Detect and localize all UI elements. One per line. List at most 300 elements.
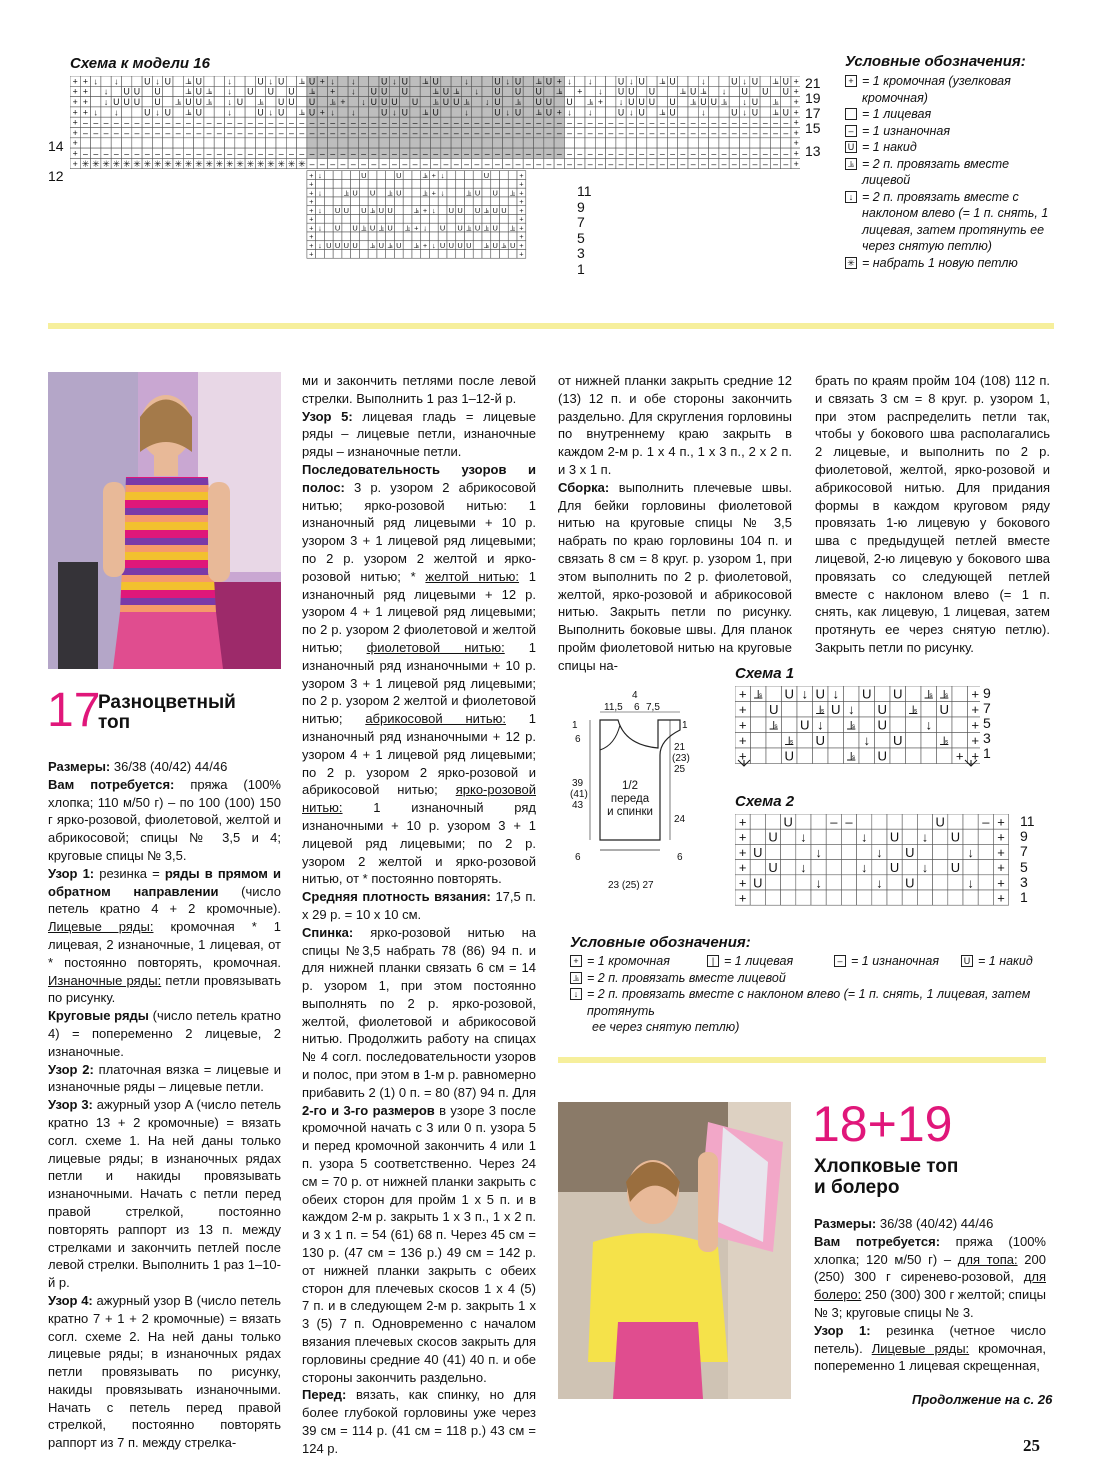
scheme2-row-labels bbox=[1020, 814, 1035, 905]
stitch-symbol: – bbox=[175, 127, 181, 138]
paragraph: Размеры: 36/38 (40/42) 44/46 bbox=[48, 759, 228, 774]
stitch-symbol: + bbox=[793, 117, 799, 128]
grid-cell bbox=[765, 875, 780, 890]
stitch-symbol: U bbox=[545, 97, 553, 108]
stitch-symbol: ↓ bbox=[816, 717, 824, 733]
stitch-symbol: – bbox=[752, 158, 758, 169]
legend16 bbox=[845, 53, 1055, 271]
grid-cell bbox=[317, 86, 327, 96]
grid-cell bbox=[503, 138, 513, 148]
yarn-over-icon: U bbox=[961, 955, 973, 967]
stitch-symbol: – bbox=[350, 127, 356, 138]
stitch-symbol: U bbox=[535, 97, 542, 108]
stitch-symbol: U bbox=[457, 223, 463, 233]
stitch-symbol: – bbox=[227, 127, 233, 138]
stitch-symbol: ↓ bbox=[318, 240, 322, 250]
stitch-symbol: ⫡ bbox=[432, 86, 439, 97]
stitch-symbol: ↓ bbox=[629, 107, 634, 118]
grid-cell bbox=[678, 76, 688, 86]
dim-label: 11,5 bbox=[604, 702, 623, 713]
stitch-symbol: – bbox=[155, 117, 160, 128]
stitch-symbol: – bbox=[144, 127, 150, 138]
stitch-symbol: – bbox=[701, 117, 706, 128]
legend16-title: Условные обозначения: bbox=[845, 53, 1026, 70]
stitch-symbol: ⫡ bbox=[422, 188, 428, 198]
grid-cell bbox=[523, 107, 533, 117]
stitch-symbol: + bbox=[793, 148, 799, 159]
stitch-symbol: – bbox=[155, 148, 160, 159]
grid-cell bbox=[841, 844, 856, 859]
grid-cell bbox=[368, 214, 377, 223]
stitch-symbol: U bbox=[751, 76, 759, 87]
grid-cell bbox=[857, 844, 872, 859]
stitch-symbol: U bbox=[753, 844, 763, 860]
stitch-symbol: ↓ bbox=[505, 76, 510, 87]
stitch-symbol: ↓ bbox=[431, 240, 436, 250]
grid-cell bbox=[575, 97, 585, 107]
stitch-symbol: ✳ bbox=[81, 158, 90, 169]
stitch-symbol: – bbox=[567, 158, 572, 169]
grid-cell bbox=[316, 214, 325, 223]
grid-cell bbox=[760, 97, 770, 107]
stitch-symbol: – bbox=[515, 148, 521, 159]
grid-cell bbox=[750, 86, 760, 96]
stitch-symbol: + bbox=[738, 717, 747, 733]
stitch-symbol: + bbox=[793, 107, 799, 118]
grid-cell bbox=[482, 107, 492, 117]
grid-cell bbox=[386, 249, 395, 258]
k2tog-icon: ⫡ bbox=[845, 158, 857, 170]
grid-cell bbox=[447, 249, 456, 258]
stitch-symbol: – bbox=[206, 127, 212, 138]
stitch-symbol: – bbox=[515, 127, 521, 138]
grid-cell bbox=[173, 138, 183, 148]
grid-cell bbox=[564, 86, 574, 96]
stitch-symbol: + bbox=[519, 240, 524, 250]
stitch-symbol: ✳ bbox=[267, 158, 275, 169]
stitch-symbol: – bbox=[474, 117, 480, 128]
grid-cell bbox=[500, 214, 509, 223]
grid-cell bbox=[410, 86, 420, 96]
stitch-symbol: ⫡ bbox=[298, 76, 305, 87]
grid-cell bbox=[473, 241, 482, 250]
stitch-symbol: U bbox=[334, 205, 341, 215]
paragraph: Узор 1: резинка (четное число петель). Лицевые ряды: кромочная, попеременно 1 лицевая скрещенная, bbox=[814, 1322, 1046, 1374]
stitch-symbol: ⫡ bbox=[432, 97, 439, 108]
stitch-symbol: ⫡ bbox=[556, 86, 563, 97]
stitch-symbol: + bbox=[597, 97, 604, 108]
grid-cell bbox=[678, 97, 688, 107]
stitch-symbol: – bbox=[350, 148, 356, 159]
stitch-symbol: U bbox=[689, 86, 697, 97]
stitch-symbol: ↓ bbox=[103, 86, 109, 97]
grid-cell bbox=[80, 138, 90, 148]
grid-cell bbox=[828, 717, 844, 733]
stitch-symbol: – bbox=[752, 148, 758, 159]
stitch-symbol: + bbox=[309, 232, 314, 242]
legend17 bbox=[570, 934, 1050, 1036]
grid-cell bbox=[438, 232, 447, 241]
stitch-symbol: U bbox=[545, 76, 553, 87]
grid-cell bbox=[351, 197, 360, 206]
stitch-symbol: + bbox=[519, 223, 524, 233]
row-label: 1 bbox=[983, 745, 991, 761]
grid-cell bbox=[297, 97, 307, 107]
stitch-symbol: – bbox=[299, 148, 305, 159]
grid-cell bbox=[933, 875, 948, 890]
legend-row: + = 1 кромочная | = 1 лицевая – = 1 изнаночная U = 1 накид bbox=[570, 953, 1050, 970]
stitch-symbol: ↓ bbox=[351, 107, 356, 118]
grid-cell bbox=[163, 86, 173, 96]
grid-cell bbox=[368, 197, 377, 206]
grid-cell bbox=[351, 249, 360, 258]
stitch-symbol: – bbox=[134, 127, 140, 138]
stitch-symbol: – bbox=[711, 127, 717, 138]
stitch-symbol: – bbox=[670, 117, 675, 128]
grid-cell bbox=[933, 890, 948, 905]
stitch-symbol: – bbox=[422, 148, 428, 159]
grid-cell bbox=[403, 232, 412, 241]
stitch-symbol: – bbox=[268, 117, 274, 128]
grid-cell bbox=[482, 76, 492, 86]
stitch-symbol: – bbox=[309, 127, 315, 138]
stitch-symbol: – bbox=[515, 117, 521, 128]
grid-cell bbox=[316, 197, 325, 206]
stitch-symbol: ⫡ bbox=[690, 97, 697, 108]
stitch-symbol: U bbox=[877, 748, 888, 764]
stitch-symbol: – bbox=[144, 148, 150, 159]
paragraph: Узор 4: ажурный узор B (число петель кратно 7 + 1 + 2 кромочные) = вязать согл. схеме 2. На ней даны только лицевые ряды; в изнаночных рядах петли провязывать по рисунку, накиды провязывать изнаночными. Начать с петель перед правой стрелкой, постоянно повторять раппорт из 7 п. между стрелка- bbox=[48, 1292, 281, 1451]
purl-icon: – bbox=[845, 125, 857, 137]
grid-cell bbox=[766, 733, 782, 749]
model1819-number: 18+19 bbox=[812, 1096, 953, 1152]
stitch-symbol: – bbox=[783, 148, 789, 159]
yarn-over-icon: U bbox=[845, 141, 857, 153]
grid-cell bbox=[421, 214, 430, 223]
grid-cell bbox=[500, 249, 509, 258]
stitch-symbol: U bbox=[113, 97, 120, 108]
stitch-symbol: – bbox=[536, 127, 542, 138]
stitch-symbol: U bbox=[710, 97, 717, 108]
stitch-symbol: U bbox=[236, 97, 244, 108]
grid-cell bbox=[359, 179, 368, 188]
row-label: 5 bbox=[577, 229, 585, 246]
row-label: 5 bbox=[1020, 858, 1028, 875]
stitch-symbol: – bbox=[670, 148, 675, 159]
stitch-symbol: ⫡ bbox=[257, 97, 264, 108]
grid-cell bbox=[647, 107, 657, 117]
stitch-symbol: ↓ bbox=[800, 829, 807, 845]
stitch-symbol: – bbox=[773, 148, 778, 159]
stitch-symbol: – bbox=[237, 148, 243, 159]
grid-cell bbox=[163, 97, 173, 107]
grid-cell bbox=[500, 179, 509, 188]
grid-cell bbox=[142, 138, 152, 148]
grid-cell bbox=[534, 138, 544, 148]
grid-cell bbox=[359, 214, 368, 223]
grid-cell bbox=[394, 179, 403, 188]
stitch-symbol: ↓ bbox=[440, 170, 445, 180]
stitch-symbol: – bbox=[381, 117, 387, 128]
stitch-symbol: – bbox=[216, 117, 222, 128]
grid-cell bbox=[482, 86, 492, 96]
stitch-symbol: ✳ bbox=[133, 158, 141, 169]
stitch-symbol: – bbox=[742, 117, 748, 128]
grid-cell bbox=[338, 138, 348, 148]
stitch-symbol: U bbox=[782, 107, 790, 118]
grid-cell bbox=[508, 206, 517, 215]
stitch-symbol: + bbox=[82, 107, 89, 118]
grid-cell bbox=[503, 97, 513, 107]
grid-cell bbox=[447, 232, 456, 241]
stitch-symbol: – bbox=[443, 117, 449, 128]
grid-cell bbox=[473, 197, 482, 206]
grid-cell bbox=[429, 249, 438, 258]
stitch-symbol: – bbox=[628, 127, 634, 138]
stitch-symbol: – bbox=[649, 158, 655, 169]
stitch-symbol: + bbox=[971, 686, 980, 702]
stitch-symbol: – bbox=[505, 148, 511, 159]
stitch-symbol: ↓ bbox=[351, 86, 356, 97]
grid-cell bbox=[204, 107, 214, 117]
stitch-symbol: ↓ bbox=[155, 76, 160, 87]
grid-cell bbox=[709, 107, 719, 117]
stitch-symbol: – bbox=[484, 148, 490, 159]
woman-with-shopping-bags-image bbox=[558, 1102, 791, 1399]
grid-cell bbox=[456, 179, 465, 188]
stitch-symbol: U bbox=[545, 107, 553, 118]
stitch-symbol: – bbox=[608, 158, 614, 169]
grid-cell bbox=[333, 214, 342, 223]
grid-cell bbox=[245, 138, 255, 148]
grid-cell bbox=[887, 844, 902, 859]
stitch-symbol: U bbox=[950, 860, 961, 876]
grid-cell bbox=[751, 748, 767, 764]
stitch-symbol: U bbox=[411, 97, 419, 108]
stitch-symbol: ✳ bbox=[195, 158, 203, 169]
stitch-symbol: – bbox=[680, 158, 686, 169]
stitch-symbol: – bbox=[309, 158, 315, 169]
grid-cell bbox=[429, 179, 438, 188]
stitch-symbol: U bbox=[288, 97, 295, 108]
stitch-symbol: – bbox=[773, 127, 778, 138]
grid-cell bbox=[429, 214, 438, 223]
stitch-symbol: – bbox=[443, 127, 449, 138]
grid-cell bbox=[796, 875, 811, 890]
stitch-symbol: – bbox=[762, 148, 768, 159]
stitch-symbol: – bbox=[319, 148, 325, 159]
stitch-symbol: ↓ bbox=[318, 188, 322, 198]
dim-label: 6 bbox=[677, 852, 683, 863]
grid-cell bbox=[606, 86, 616, 96]
grid-cell bbox=[906, 748, 922, 764]
stitch-symbol: + bbox=[738, 860, 747, 876]
grid-cell bbox=[826, 875, 841, 890]
stitch-symbol: U bbox=[154, 86, 161, 97]
stitch-symbol: – bbox=[124, 127, 130, 138]
stitch-symbol: – bbox=[330, 148, 336, 159]
stitch-symbol: U bbox=[877, 717, 888, 733]
grid-cell bbox=[441, 76, 451, 86]
stitch-symbol: – bbox=[247, 117, 253, 128]
stitch-symbol: ↓ bbox=[474, 86, 480, 97]
stitch-symbol: ↓ bbox=[967, 875, 974, 891]
grid-cell bbox=[333, 188, 342, 197]
stitch-symbol: ↓ bbox=[268, 76, 274, 87]
grid-cell bbox=[451, 76, 461, 86]
stitch-symbol: U bbox=[731, 107, 738, 118]
stitch-symbol: – bbox=[237, 127, 243, 138]
stitch-symbol: ↓ bbox=[484, 97, 490, 108]
grid-cell bbox=[626, 138, 636, 148]
stitch-symbol: + bbox=[793, 97, 799, 108]
grid-cell bbox=[163, 138, 173, 148]
grid-cell bbox=[91, 86, 101, 96]
stitch-symbol: U bbox=[391, 97, 398, 108]
stitch-symbol: U bbox=[288, 86, 295, 97]
grid-cell bbox=[857, 814, 872, 829]
scheme16-title: Схема к модели 16 bbox=[70, 55, 210, 72]
grid-cell bbox=[122, 76, 132, 86]
stitch-symbol: ⫡ bbox=[939, 733, 949, 749]
knit-icon bbox=[845, 108, 857, 120]
grid-cell bbox=[513, 138, 523, 148]
stitch-symbol: – bbox=[443, 158, 449, 169]
stitch-symbol: U bbox=[247, 86, 254, 97]
purl-icon: – bbox=[834, 955, 846, 967]
grid-cell bbox=[554, 97, 564, 107]
stitch-symbol: ✳ bbox=[215, 158, 224, 169]
stitch-symbol: – bbox=[731, 127, 737, 138]
stitch-symbol: – bbox=[433, 158, 439, 169]
grid-cell bbox=[324, 223, 333, 232]
grid-cell bbox=[286, 107, 296, 117]
grid-cell bbox=[750, 890, 765, 905]
grid-cell bbox=[491, 179, 500, 188]
stitch-symbol: U bbox=[343, 205, 349, 215]
grid-cell bbox=[813, 748, 829, 764]
stitch-symbol: – bbox=[113, 148, 119, 159]
grid-cell bbox=[902, 860, 917, 875]
stitch-symbol: – bbox=[186, 148, 191, 159]
stitch-symbol: ✳ bbox=[143, 158, 151, 169]
row-label: 11 bbox=[577, 183, 592, 199]
grid-cell bbox=[948, 890, 963, 905]
grid-cell bbox=[760, 76, 770, 86]
stitch-symbol: U bbox=[892, 733, 903, 749]
stitch-symbol: – bbox=[381, 158, 387, 169]
stitch-symbol: – bbox=[628, 148, 634, 159]
stitch-symbol: ✳ bbox=[164, 158, 172, 169]
scheme16-row-labels-right bbox=[805, 76, 821, 159]
grid-cell bbox=[978, 875, 993, 890]
stitch-symbol: + bbox=[519, 197, 524, 207]
grid-cell bbox=[333, 249, 342, 258]
stitch-symbol: + bbox=[955, 748, 964, 764]
grid-cell bbox=[523, 86, 533, 96]
grid-cell bbox=[766, 686, 782, 702]
stitch-symbol: – bbox=[618, 117, 624, 128]
grid-cell bbox=[333, 197, 342, 206]
stitch-symbol: U bbox=[669, 76, 676, 87]
grid-cell bbox=[472, 107, 482, 117]
grid-cell bbox=[841, 890, 856, 905]
grid-cell bbox=[750, 860, 765, 875]
grid-cell bbox=[508, 179, 517, 188]
stitch-symbol: – bbox=[783, 117, 789, 128]
grid-cell bbox=[906, 717, 922, 733]
paragraph: Узор 3: ажурный узор A (число петель кратно 13 + 2 кромочные) = вязать согл. схеме 1. На ней даны только лицевые ряды; в изнаночных рядах петли и накиды провязывать изнаночными. Начать с петли перед правой стрелкой, постоянно повторять раппорт из 13 п. между стрелками и закончить петлей после левой стрелки. Выполнить 1 раз 1–10-й р. bbox=[48, 1097, 281, 1291]
dim-label: 43 bbox=[572, 800, 584, 811]
stitch-symbol: U bbox=[768, 702, 779, 718]
grid-cell bbox=[503, 86, 513, 96]
grid-cell bbox=[921, 748, 937, 764]
stitch-symbol: ⫡ bbox=[483, 240, 489, 250]
grid-cell bbox=[859, 702, 875, 718]
grid-cell bbox=[473, 171, 482, 180]
grid-cell bbox=[637, 86, 647, 96]
stitch-symbol: ↓ bbox=[330, 107, 335, 118]
grid-cell bbox=[389, 138, 399, 148]
stitch-symbol: + bbox=[414, 223, 419, 233]
grid-cell bbox=[750, 138, 760, 148]
stitch-symbol: U bbox=[144, 76, 151, 87]
stitch-symbol: U bbox=[387, 205, 393, 215]
stitch-symbol: + bbox=[422, 240, 428, 250]
grid-cell bbox=[245, 76, 255, 86]
stitch-symbol: + bbox=[309, 205, 314, 215]
stitch-symbol: – bbox=[124, 148, 130, 159]
grid-cell bbox=[368, 179, 377, 188]
row-label: 19 bbox=[805, 90, 821, 106]
grid-cell bbox=[482, 138, 492, 148]
grid-cell bbox=[921, 702, 937, 718]
stitch-symbol: – bbox=[381, 148, 387, 159]
grid-cell bbox=[709, 76, 719, 86]
dim-label: 7,5 bbox=[646, 702, 660, 713]
grid-cell bbox=[657, 97, 667, 107]
grid-cell bbox=[859, 717, 875, 733]
grid-cell bbox=[377, 214, 386, 223]
stitch-symbol: ⫡ bbox=[721, 97, 727, 108]
grid-cell bbox=[933, 829, 948, 844]
grid-cell bbox=[750, 814, 765, 829]
grid-cell bbox=[508, 232, 517, 241]
stitch-symbol: ⫡ bbox=[466, 188, 472, 198]
grid-cell bbox=[595, 107, 605, 117]
row-label: 7 bbox=[1020, 843, 1028, 860]
stitch-symbol: U bbox=[267, 86, 275, 97]
stitch-symbol: + bbox=[330, 86, 336, 97]
grid-cell bbox=[575, 76, 585, 86]
grid-cell bbox=[647, 76, 657, 86]
grid-cell bbox=[324, 188, 333, 197]
grid-cell bbox=[142, 86, 152, 96]
stitch-symbol: – bbox=[464, 158, 469, 169]
grid-cell bbox=[464, 171, 473, 180]
grid-cell bbox=[359, 232, 368, 241]
dim-label: (23) bbox=[672, 753, 690, 764]
stitch-symbol: ↓ bbox=[742, 76, 747, 87]
stitch-symbol: U bbox=[782, 86, 790, 97]
stitch-symbol: ⫡ bbox=[483, 223, 489, 233]
stitch-symbol: – bbox=[175, 117, 181, 128]
stitch-symbol: U bbox=[648, 97, 656, 108]
stitch-symbol: – bbox=[340, 158, 346, 169]
grid-cell bbox=[796, 814, 811, 829]
grid-cell bbox=[667, 138, 677, 148]
stitch-symbol: U bbox=[334, 240, 341, 250]
